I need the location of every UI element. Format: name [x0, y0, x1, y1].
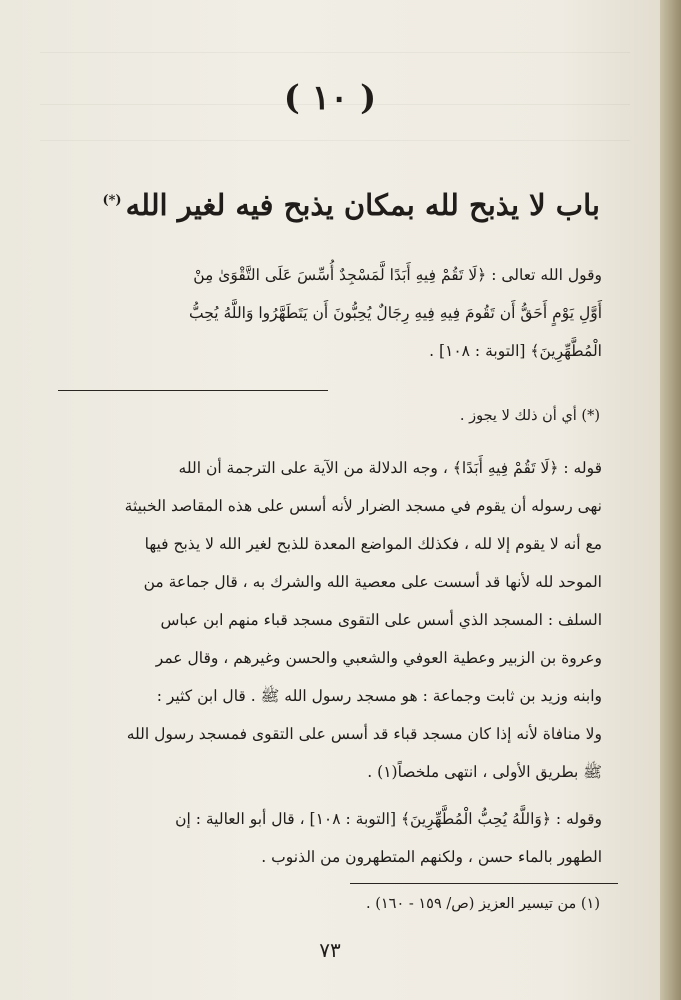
verse-paragraph: [34, 256, 602, 370]
commentary-line: ﷺ بطريق الأولى ، انتهى ملخصاً(١) .: [367, 763, 602, 781]
verse-line: وقول الله تعالى : ﴿لَا تَقُمْ فِيهِ أَبَدًا لَّمَسْجِدٌ أُسِّسَ عَلَى التَّقْوَىٰ مِنْ: [193, 266, 602, 284]
commentary-line: الموحد لله لأنها قد أسست على معصية الله والشرك به ، قال جماعة من: [143, 573, 602, 591]
page-edge: [660, 0, 681, 1000]
footnote-separator: [350, 883, 618, 884]
verse-line: الْمُطَّهِّرِينَ﴾ [التوبة : ١٠٨] .: [429, 342, 602, 360]
second-commentary-paragraph: [34, 800, 602, 876]
verse-line: أَوَّلِ يَوْمٍ أَحَقُّ أَن تَقُومَ فِيهِ فِيهِ رِجَالٌ يُحِبُّونَ أَن يَتَطَهَّرُوا وَاللَّهُ يُحِبُّ: [189, 304, 602, 322]
chapter-number: ( ١٠ ): [283, 78, 377, 118]
chapter-title-text: باب لا يذبح لله بمكان يذبح فيه لغير الله: [125, 188, 600, 222]
bleed-through: [40, 52, 630, 63]
title-footnote-mark: (*): [102, 193, 122, 209]
commentary-paragraph: [34, 449, 602, 791]
bleed-through: [40, 140, 630, 151]
commentary-line: وابنه وزيد بن ثابت وجماعة : هو مسجد رسول الله ﷺ . قال ابن كثير :: [156, 687, 602, 705]
footnote-1: (١) من تيسير العزيز (ص/ ١٥٩ - ١٦٠) .: [365, 896, 600, 912]
star-footnote: (*) أي أن ذلك لا يجوز .: [459, 408, 600, 424]
page-number: ٧٣: [319, 938, 341, 962]
commentary-line: وقوله : ﴿وَاللَّهُ يُحِبُّ الْمُطَّهِّرِينَ﴾ [التوبة : ١٠٨] ، قال أبو العالية : إن: [175, 810, 602, 828]
commentary-line: وعروة بن الزبير وعطية العوفي والشعبي والحسن وغيرهم ، وقال عمر: [155, 649, 602, 667]
chapter-title: [102, 188, 600, 222]
commentary-line: قوله : ﴿لَا تَقُمْ فِيهِ أَبَدًا﴾ ، وجه الدلالة من الآية على الترجمة أن الله: [178, 459, 602, 477]
commentary-line: السلف : المسجد الذي أسس على التقوى مسجد قباء منهم ابن عباس: [160, 611, 602, 629]
footnote-separator: [58, 390, 328, 391]
commentary-line: ولا منافاة لأنه إذا كان مسجد قباء قد أسس على التقوى فمسجد رسول الله: [126, 725, 602, 743]
commentary-line: الطهور بالماء حسن ، ولكنهم المتطهرون من الذنوب .: [261, 848, 602, 866]
commentary-line: نهى رسوله أن يقوم في مسجد الضرار لأنه أسس على هذه المقاصد الخبيثة: [124, 497, 602, 515]
commentary-line: مع أنه لا يقوم إلا لله ، فكذلك المواضع المعدة للذبح لغير الله لا يذبح فيها: [144, 535, 602, 553]
